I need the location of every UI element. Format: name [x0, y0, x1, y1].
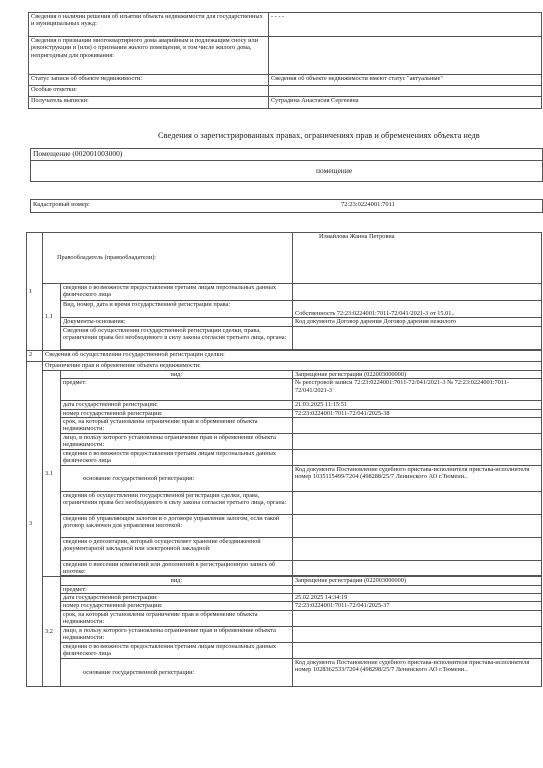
- table-row: [27, 351, 542, 362]
- seizure-label: Сведения о наличии решения об изъятии объекта недвижимости для государственных и муниципальных нужд:: [29, 13, 269, 37]
- table-row: [27, 491, 542, 514]
- table-row: [27, 417, 542, 433]
- date-label: дата государственной регистрации:: [61, 401, 293, 409]
- status-value: Сведения об объекте недвижимости имеют статус "актуальные": [269, 75, 542, 86]
- row-number: 2: [27, 351, 43, 362]
- basis-value: Код документа Постановление судебного пристава-исполнителя пристава-исполнителя номер 1035115499/7204 (498288/25/7 Ленинского АО г.Тюмени..: [293, 465, 542, 491]
- table-row: [27, 233, 542, 284]
- object-info-table: [28, 12, 542, 109]
- regnum-value: 72:23:0224001:7011-72/041/2025-37: [293, 602, 542, 610]
- type-label: вид:: [61, 577, 293, 585]
- row-number: 1: [27, 233, 43, 351]
- date-value: 21.03.2025 11:15:51: [293, 401, 542, 409]
- table-row: [29, 86, 542, 97]
- third-party-label: сведения о возможности предоставления третьим лицам персональных данных физического лица: [61, 284, 293, 301]
- table-row: [27, 642, 542, 658]
- object-type-value-box: [30, 160, 543, 182]
- table-row: [27, 362, 542, 371]
- deals-label: Сведения об осуществлении государственной регистрации сделки:: [43, 351, 542, 362]
- row-number: 3.1: [43, 371, 61, 577]
- owner-value: Измайлова Жанна Петровна: [293, 233, 542, 284]
- row-number: 3: [27, 362, 43, 687]
- third-label: сведения о возможности предоставления третьим лицам персональных данных физического лица: [61, 449, 293, 465]
- term-label: срок, на который установлены ограничение прав и обременение объекта недвижимости:: [61, 417, 293, 433]
- table-row: [27, 560, 542, 576]
- regnum-value: 72:23:0224001:7011-72/041/2025-38: [293, 409, 542, 417]
- table-row: [27, 284, 542, 301]
- table-row: [27, 594, 542, 602]
- docs-value: Код документа Договор дарения Договор дарения нежилого: [293, 318, 542, 327]
- pledge-label: сведения об управляющем залогом и о договоре управления залогом, если такой договор заключен для управления ипотекой:: [61, 514, 293, 537]
- date-value: 25.02.2025 14:34:19: [293, 594, 542, 602]
- table-row: [27, 602, 542, 610]
- cadastral-label: Кадастровый номер:: [33, 201, 90, 208]
- table-row: [27, 514, 542, 537]
- cadastral-box: [30, 199, 543, 213]
- person-label: лицо, в пользу которого установлены ограничение прав и обременение объекта недвижимости:: [61, 626, 293, 642]
- type-value: Запрещение регистрации (022003000000): [293, 577, 542, 585]
- table-row: [27, 585, 542, 593]
- type-value: Запрещение регистрации (022003000000): [293, 371, 542, 379]
- basis-value: Код документа Постановление судебного пристава-исполнителя пристава-исполнителя номер 1028362533/7204 (498298/25/7 Ленинского АО г.Тюмени..: [293, 658, 542, 686]
- seizure-value: - - - -: [269, 13, 542, 37]
- table-row: [27, 658, 542, 686]
- owner-label: Правообладатель (правообладатели):: [43, 233, 293, 284]
- subject-label: предмет:: [61, 379, 293, 401]
- regnum-label: номер государственной регистрации:: [61, 409, 293, 417]
- table-row: [27, 610, 542, 626]
- emergency-label: Сведения о признании многоквартирного дома аварийным и подлежащим сносу или реконструкции и (или) о признании жилого помещения, в том числе жилого дома, непригодным для проживания:: [29, 37, 269, 75]
- status-label: Статус записи об объекте недвижимости:: [29, 75, 269, 86]
- table-row: [27, 577, 542, 585]
- table-row: [29, 97, 542, 109]
- table-row: [27, 465, 542, 491]
- type-label: вид:: [61, 371, 293, 379]
- subject-value: № реестровой записи 72:23:0224001:7011-72/041/2021-3 № 72:23:0224001:7011-72/041/2021-3: [293, 379, 542, 401]
- table-row: [27, 626, 542, 642]
- dispute-label: Сведения об осуществлении государственной регистрации сделки, права, ограничения права без необходимого в силу закона согласия третьего лица, органа:: [61, 327, 293, 350]
- docs-label: Документы-основания:: [61, 318, 293, 327]
- object-type: Помещение (002001003000): [33, 149, 123, 158]
- table-row: [29, 13, 542, 37]
- table-row: [29, 75, 542, 86]
- changes-label: сведения о внесении изменений или дополнений в регистрационную запись об ипотеке:: [61, 560, 293, 576]
- term-label: срок, на который установлены ограничение прав и обременение объекта недвижимости:: [61, 610, 293, 626]
- section-title: Сведения о зарегистрированных правах, ограничениях прав и обременениях объекта недв: [158, 131, 480, 140]
- table-row: [27, 433, 542, 449]
- table-row: [27, 371, 542, 379]
- table-row: [27, 401, 542, 409]
- emergency-value: [269, 37, 542, 75]
- table-row: [27, 449, 542, 465]
- depo-label: сведения о депозитарии, который осуществляет хранение обездвиженной документарной закладной или электронной закладной:: [61, 537, 293, 560]
- table-row: [29, 37, 542, 75]
- table-row: [27, 409, 542, 417]
- table-row: [27, 318, 542, 327]
- row-number: 3.2: [43, 577, 61, 686]
- recipient-value: Сутрадина Анастасия Сергеевна: [269, 97, 542, 109]
- date-label: дата государственной регистрации:: [61, 594, 293, 602]
- person-label: лицо, в пользу которого установлены ограничение прав и обременение объекта недвижимости:: [61, 433, 293, 449]
- cadastral-number: 72:23:0224001:7011: [341, 201, 395, 208]
- basis-label: основание государственной регистрации:: [61, 658, 293, 686]
- basis-label: основание государственной регистрации:: [61, 465, 293, 491]
- recipient-label: Получатель выписки:: [29, 97, 269, 109]
- table-row: [27, 379, 542, 401]
- table-row: [27, 301, 542, 318]
- rights-table: [26, 232, 542, 687]
- reg-label: Вид, номер, дата и время государственной регистрации права:: [61, 301, 293, 318]
- table-row: [27, 327, 542, 350]
- special-marks-label: Особые отметки:: [29, 86, 269, 97]
- reg-value: Собственность 72:23:0224001:7011-72/041/2021-3 от 15.01..: [293, 301, 542, 318]
- third-label: сведения о возможности предоставления третьим лицам персональных данных физического лица: [61, 642, 293, 658]
- object-type-box: [30, 148, 543, 160]
- regnum-label: номер государственной регистрации:: [61, 602, 293, 610]
- row-number: 1.1: [43, 284, 61, 351]
- restrictions-header: Ограничение прав и обременение объекта недвижимости:: [43, 362, 542, 371]
- object-type-value: помещение: [316, 166, 353, 175]
- subject-label: предмет:: [61, 585, 293, 593]
- consent-label: сведения об осуществлении государственной регистрации сделки, права, ограничения права без необходимого в силу закона согласия третьего лица, органа:: [61, 491, 293, 514]
- table-row: [27, 537, 542, 560]
- special-marks-value: [269, 86, 542, 97]
